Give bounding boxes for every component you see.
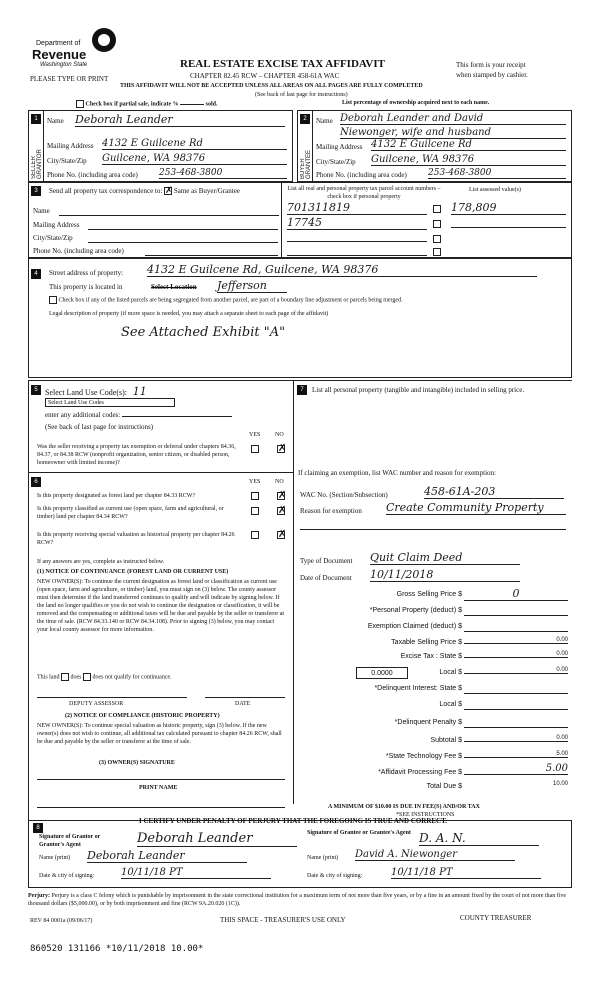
seller-phone-label: Phone No. (including area code): [47, 171, 138, 179]
corr-city-label: City/State/Zip: [33, 234, 73, 242]
section-2-buyer: [297, 110, 572, 182]
seller-side-label: SELLER GRANTOR: [31, 149, 43, 179]
street-label: Street address of property:: [49, 269, 124, 277]
local-field: 0.00: [464, 667, 568, 674]
land-use-code[interactable]: 11: [132, 385, 147, 398]
section-2-number: 2: [300, 114, 310, 124]
corr-city-row: [33, 234, 278, 242]
doc-type-field[interactable]: Quit Claim Deed: [370, 551, 520, 565]
additional-codes-row: [45, 411, 232, 419]
grantee-signature[interactable]: D. A. N.: [419, 831, 539, 846]
certify-statement: I CERTIFY UNDER PENALTY OF PERJURY THAT THE FOREGOING IS TRUE AND CORRECT.: [139, 817, 448, 825]
seller-name-label: Name: [47, 117, 64, 125]
additional-codes-label: enter any additional codes:: [45, 411, 121, 419]
parcel-header: List all real and personal property tax parcel account numbers – check box if personal property: [287, 186, 441, 200]
buyer-phone-field[interactable]: 253-468-3800: [428, 168, 566, 179]
owner-signature-title: (3) OWNER(S) SIGNATURE: [99, 760, 175, 766]
buyer-name-row: [316, 113, 566, 125]
pct-list: List percentage of ownership acquired next to each name.: [342, 100, 490, 106]
delinq-local-field[interactable]: [464, 709, 568, 710]
seller-city-field[interactable]: Guilcene, WA 98376: [102, 153, 287, 165]
tech-fee-label: *State Technology Fee $: [385, 753, 462, 760]
parcel-2-personal-checkbox[interactable]: [433, 220, 441, 228]
see-instructions: *SEE INSTRUCTIONS: [396, 812, 455, 818]
section-1-number: 1: [31, 114, 41, 124]
doc-type-label: Type of Document: [300, 557, 353, 565]
notice2-title: (2) NOTICE OF COMPLIANCE (HISTORIC PROPERTY): [65, 713, 220, 719]
section-6-number: 6: [31, 477, 41, 487]
parcel-4[interactable]: [287, 255, 427, 256]
forest-question: Is this property designated as forest land per chapter 84.33 RCW?: [37, 493, 196, 499]
parcel-3-personal-checkbox[interactable]: [433, 235, 441, 243]
grantor-name-label: Name (print): [39, 855, 71, 861]
excise-state-label: Excise Tax : State $: [400, 653, 462, 660]
seller-phone-field[interactable]: 253-468-3800: [159, 168, 287, 179]
if-yes-note: If any answers are yes, complete as instructed below.: [37, 559, 165, 565]
buyer-addr-label: Mailing Address: [316, 143, 363, 151]
historic-no-checkbox[interactable]: ✗: [278, 529, 287, 540]
section-5: [28, 380, 293, 472]
tech-fee-field: 5.00: [464, 751, 568, 758]
forest-no-checkbox[interactable]: ✗: [278, 490, 287, 501]
excise-state-field: 0.00: [464, 651, 568, 658]
grantor-date-label: Date & city of signing:: [39, 873, 95, 879]
buyer-addr-field[interactable]: 4132 E Guilcene Rd: [371, 139, 566, 151]
segregated-checkbox[interactable]: [49, 296, 57, 304]
taxable-label: Taxable Selling Price $: [391, 639, 462, 646]
land-use-row: [45, 385, 147, 398]
local-rate-field[interactable]: 0.0000: [356, 667, 408, 679]
yes-header-6: YES: [249, 479, 261, 485]
buyer-name-field[interactable]: Deborah Leander and David: [340, 113, 566, 125]
located-county[interactable]: Jefferson: [217, 279, 287, 293]
personal-field[interactable]: [464, 615, 568, 616]
assessed-header: List assessed value(s): [469, 187, 521, 193]
grantee-date-label: Date & city of signing:: [307, 873, 363, 879]
dept-revenue: Revenue: [32, 47, 87, 62]
forest-yes-checkbox[interactable]: [251, 492, 259, 500]
grantor-signature[interactable]: Deborah Leander: [137, 831, 297, 847]
total-label: Total Due $: [426, 783, 462, 790]
please-type: PLEASE TYPE OR PRINT: [30, 75, 109, 83]
receipt-note-1: This form is your receipt: [456, 61, 526, 69]
same-as-buyer-checkbox[interactable]: ✗: [165, 185, 173, 196]
personal-property-label: List all personal property (tangible and intangible) included in selling price.: [312, 386, 525, 394]
parcel-1[interactable]: 701311819: [287, 201, 427, 215]
buyer-phone-label: Phone No. (including area code): [316, 171, 407, 179]
current-use-question: Is this property classified as current use (open space, farm and agricultural, or timber) land per chapter 84.34 RCW?: [37, 506, 224, 520]
buyer-phone-row: [316, 168, 566, 179]
doc-date-field[interactable]: 10/11/2018: [370, 568, 520, 582]
date-label: DATE: [235, 701, 251, 707]
notice1-text: NEW OWNER(S): To continue the current designation as forest land or classification as current use (open space, farm and agriculture, or timber) land, you must sign on (3) below. The county assessor must then determine if the land transferred continues to qualify and will indicate by signing below. If the land no longer qualifies or you do not wish to continue the designation or classification, it will be removed and the compensating or additional taxes will be due and payable by the seller or transferor at the time of sale. (RCW 84.33.140 or RCW 84.34.108). Prior to signing (3) below, you may contact your local county assessor for more information.: [37, 579, 285, 633]
subtotal-label: Subtotal $: [430, 737, 462, 744]
corr-addr-field[interactable]: [88, 229, 278, 230]
grantor-date[interactable]: 10/11/18 PT: [121, 867, 271, 879]
receipt-note-2: when stamped by cashier.: [456, 71, 528, 79]
perjury-label: Perjury:: [28, 893, 50, 899]
form-chapter: CHAPTER 82.45 RCW – CHAPTER 458-61A WAC: [190, 72, 340, 80]
no-header-5: NO: [275, 432, 284, 438]
local-label: Local $: [439, 669, 462, 676]
wac-field[interactable]: 458-61A-203: [424, 485, 564, 499]
partial-sale-checkbox[interactable]: [76, 100, 84, 108]
form-warning: THIS AFFIDAVIT WILL NOT BE ACCEPTED UNLESS ALL AREAS ON ALL PAGES ARE FULLY COMPLETED: [120, 83, 423, 89]
legal-label: Legal description of property (if more space is needed, you may attach a separate sheet to each page of the affidavit): [49, 311, 329, 317]
grantor-name[interactable]: Deborah Leander: [87, 849, 247, 863]
this-land-label: This land: [37, 674, 60, 681]
assessed-1[interactable]: 178,809: [451, 201, 566, 215]
exemption-question: Was the seller receiving a property tax exemption or deferral under chapters 84.36, 84.37, or 84.38 RCW (nonprofit organization, senior citizen, or disabled person, homeowner with limited income)?: [37, 444, 236, 466]
located-label: This property is located in: [49, 283, 123, 291]
delinq-int-label: *Delinquent Interest: State $: [374, 685, 462, 692]
select-land-use-dropdown[interactable]: Select Land Use Codes: [45, 398, 175, 407]
taxable-field: 0.00: [464, 637, 568, 644]
does-label: does: [70, 674, 82, 681]
deputy-signature-line[interactable]: [37, 697, 187, 698]
parcel-1-personal-checkbox[interactable]: [433, 205, 441, 213]
parcel-2[interactable]: 17745: [287, 216, 427, 230]
corr-name-field[interactable]: [59, 215, 279, 216]
perjury-text: Perjury is a class C felony which is punishable by imprisonment in the state correctional institution for a maximum term of not more than five years, or by a fine in an amount fixed by the court of not more than five thousand dollars ($5,000.00), or by both imprisonment and fine (RCW 9A.20.020 (1C)).: [28, 893, 567, 907]
section-1-seller: [28, 110, 293, 182]
exemption-yes-checkbox[interactable]: [251, 445, 259, 453]
corr-addr-row: [33, 221, 278, 229]
wac-label: WAC No. (Section/Subsection): [300, 491, 388, 499]
delinq-local-label: Local $: [439, 701, 462, 708]
grantee-name[interactable]: David A. Niewonger: [355, 849, 515, 861]
exemption-claimed-field[interactable]: [464, 631, 568, 632]
qualify-label: qualify for continuance.: [114, 674, 172, 681]
grantee-sig-label: Signature of Grantee or Grantee's Agent: [307, 830, 411, 836]
minimum-due: A MINIMUM OF $10.00 IS DUE IN FEE(S) AND/OR TAX: [328, 804, 480, 810]
yes-header-5: YES: [249, 432, 261, 438]
affidavit-fee-field[interactable]: 5.00: [464, 763, 568, 775]
delinq-int-field[interactable]: [464, 693, 568, 694]
buyer-name-field-2[interactable]: Niewonger, wife and husband: [340, 127, 566, 139]
notice2-text: NEW OWNER(S): To continue special valuation as historic property, sign (3) below. If the new owner(s) does not wish to continue, all additional tax calculated pursuant to chapter 84.26 RCW, shall be due and payable by the seller or transferor at the time of sale.: [37, 723, 282, 745]
does-checkbox[interactable]: [61, 673, 69, 681]
delinq-pen-label: *Delinquent Penalty $: [394, 719, 462, 726]
grantee-date[interactable]: 10/11/18 PT: [391, 867, 541, 879]
reason-label: Reason for exemption: [300, 507, 362, 515]
buyer-city-field[interactable]: Guilcene, WA 98376: [371, 154, 566, 166]
exemption-claim-label: If claiming an exemption, list WAC number and reason for exemption:: [298, 469, 496, 477]
buyer-city-label: City/State/Zip: [316, 158, 356, 166]
street-field[interactable]: 4132 E Guilcene Rd, Guilcene, WA 98376: [147, 263, 537, 277]
see-back-5: (See back of last page for instructions): [45, 423, 154, 431]
section-7-number: 7: [297, 385, 307, 395]
corr-phone-row: [33, 247, 278, 255]
gross-label: Gross Selling Price $: [396, 591, 462, 598]
sold-label: sold.: [205, 101, 218, 108]
total-field: 10.00: [552, 781, 568, 787]
owner-signature-line[interactable]: [37, 779, 285, 780]
assessed-2[interactable]: [451, 227, 566, 228]
corr-phone-field[interactable]: [145, 255, 278, 256]
section-6: [28, 472, 293, 820]
section-3: [28, 182, 572, 258]
segregated-row: [49, 296, 403, 304]
dor-logo: [30, 22, 120, 70]
partial-sale-label: Check box if partial sale, indicate %: [85, 101, 179, 108]
corr-city-field[interactable]: [88, 242, 278, 243]
gross-field[interactable]: 0: [464, 587, 568, 601]
section-5-number: 5: [31, 385, 41, 395]
no-header-6: NO: [275, 479, 284, 485]
historic-yes-checkbox[interactable]: [251, 531, 259, 539]
seller-addr-label: Mailing Address: [47, 142, 94, 150]
buyer-side-label: BUYER GRANTEE: [300, 149, 312, 179]
current-use-no-checkbox[interactable]: ✗: [278, 505, 287, 516]
section-4-number: 4: [31, 269, 41, 279]
see-back-top: (See back of last page for instructions): [255, 92, 348, 98]
seller-addr-field[interactable]: 4132 E Guilcene Rd: [102, 138, 287, 150]
section-8-number: 8: [33, 823, 43, 833]
seller-name-row: [47, 113, 287, 126]
parcel-4-personal-checkbox[interactable]: [433, 248, 441, 256]
same-as-buyer-label: Same as Buyer/Grantee: [173, 187, 240, 195]
seller-city-row: [47, 153, 287, 165]
grantor-sig-label: Signature of Grantor or Grantor's Agent: [39, 834, 101, 848]
buyer-city-row: [316, 154, 566, 166]
print-name-label: PRINT NAME: [139, 785, 178, 791]
doc-date-label: Date of Document: [300, 574, 352, 582]
county-treasurer: COUNTY TREASURER: [460, 914, 532, 922]
subtotal-field: 0.00: [464, 735, 568, 742]
perjury-note: [28, 892, 572, 908]
corr-name-row: [33, 207, 278, 215]
reason-field[interactable]: Create Community Property: [386, 501, 566, 515]
send-row: [49, 187, 240, 195]
located-select-struck[interactable]: Select Location: [151, 283, 197, 291]
exemption-no-checkbox[interactable]: ✗: [278, 443, 287, 454]
current-use-yes-checkbox[interactable]: [251, 507, 259, 515]
notice1-title: (1) NOTICE OF CONTINUANCE (FOREST LAND OR CURRENT USE): [37, 569, 229, 575]
send-label: Send all property tax correspondence to:: [49, 187, 163, 195]
owner-print-line[interactable]: [37, 807, 285, 808]
does-not-checkbox[interactable]: [83, 673, 91, 681]
buyer-name-label: Name: [316, 117, 333, 125]
affidavit-fee-label: *Affidavit Processing Fee $: [378, 769, 462, 776]
delinq-pen-field[interactable]: [464, 727, 568, 728]
this-land-row: [37, 673, 172, 681]
segregated-label: Check box if any of the listed parcels are being segregated from another parcel, are part of a boundary line adjustment or parcels being merged.: [58, 297, 403, 304]
deputy-label: DEPUTY ASSESSOR: [69, 701, 124, 707]
corr-phone-label: Phone No. (including area code): [33, 247, 124, 255]
land-use-label: Select Land Use Code(s):: [45, 388, 127, 397]
exemption-claimed-label: Exemption Claimed (deduct) $: [367, 623, 462, 630]
section-4: [28, 258, 572, 378]
personal-label: *Personal Property (deduct) $: [369, 607, 462, 614]
rev-number: REV 84 0001a (09/06/17): [30, 918, 93, 924]
legal-description[interactable]: See Attached Exhibit "A": [121, 325, 286, 340]
corr-name-label: Name: [33, 207, 50, 215]
deputy-date-line[interactable]: [205, 697, 285, 698]
treasurer-use: THIS SPACE - TREASURER'S USE ONLY: [220, 916, 346, 924]
does-not-label: does not: [92, 674, 113, 681]
dept-state: Washington State: [40, 62, 88, 68]
form-title: REAL ESTATE EXCISE TAX AFFIDAVIT: [180, 58, 385, 70]
seller-addr-row: [47, 138, 287, 150]
seller-city-label: City/State/Zip: [47, 157, 87, 165]
section-7: [293, 380, 572, 804]
dept-of: Department of: [36, 40, 81, 47]
grantee-name-label: Name (print): [307, 855, 339, 861]
partial-sale-row: [76, 100, 218, 108]
corr-addr-label: Mailing Address: [33, 221, 80, 229]
seller-phone-row: [47, 168, 287, 179]
cashier-stamp: 860520 131166 *10/11/2018 10.00*: [30, 944, 204, 954]
buyer-addr-row: [316, 139, 566, 151]
section-8: [28, 817, 572, 888]
seller-name-field[interactable]: Deborah Leander: [75, 113, 285, 127]
historic-question: Is this property receiving special valuation as historical property per chapter 84.26 RCW?: [37, 532, 235, 546]
section-3-number: 3: [31, 186, 41, 196]
parcel-3[interactable]: [287, 241, 427, 242]
